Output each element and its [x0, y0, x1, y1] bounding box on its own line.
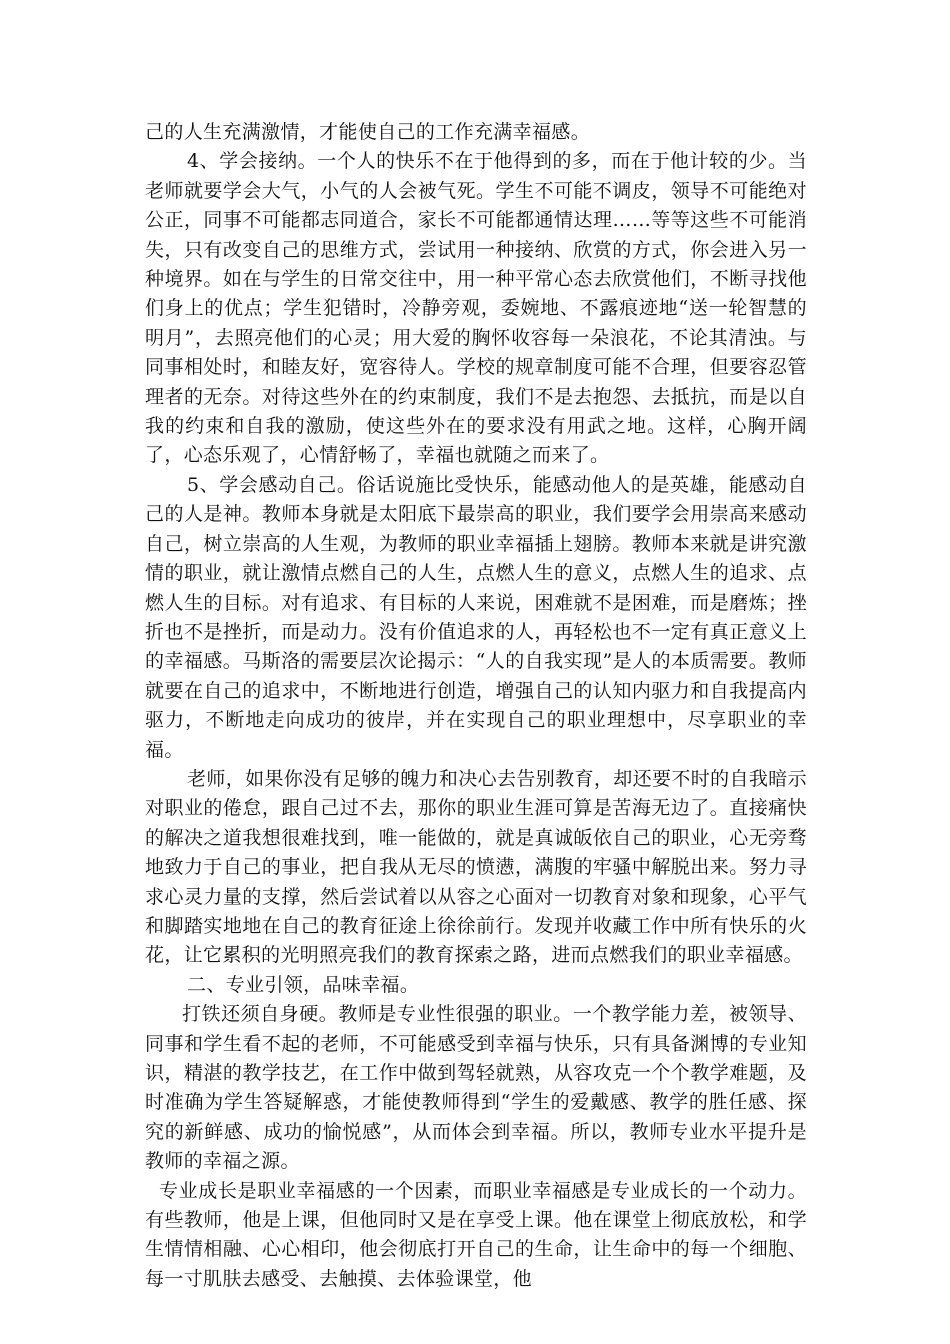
document-body: [145, 118, 807, 1294]
section-heading: 二、专业引领，品味幸福。: [187, 973, 420, 996]
paragraph-learn-to-move-yourself: 5、学会感动自己。俗话说施比受快乐，能感动他人的是英雄，能感动自己的人是神。教师本身就是太阳底下最崇高的职业，我们要学会用崇高来感动自己，树立崇高的人生观，为教师的职业幸福插上翅膀。教师本来就是讲究激情的职业，就让激情点燃自己的人生，点燃人生的意义，点燃人生的追求、点燃人生的目标。对有追求、有目标的人来说，困难就不是困难，而是磨炼；挫折也不是挫折，而是动力。没有价值追求的人，再轻松也不一定有真正意义上的幸福感。马斯洛的需要层次论揭示：“人的自我实现”是人的本质需要。教师就要在自己的追求中，不断地进行创造，增强自己的认知内驱力和自我提高内驱力，不断地走向成功的彼岸，并在实现自己的职业理想中，尽享职业的幸福。: [145, 473, 807, 761]
paragraph-learn-to-accept: 4、学会接纳。一个人的快乐不在于他得到的多，而在于他计较的少。当老师就要学会大气，小气的人会被气死。学生不可能不调皮，领导不可能绝对公正，同事不可能都志同道合，家长不可能都通情达理……等等这些不可能消失，只有改变自己的思维方式，尝试用一种接纳、欣赏的方式，你会进入另一种境界。如在与学生的日常交往中，用一种平常心态去欣赏他们，不断寻找他们身上的优点；学生犯错时，冷静旁观，委婉地、不露痕迹地“送一轮智慧的明月”，去照亮他们的心灵；用大爱的胸怀收容每一朵浪花，不论其清浊。与同事相处时，和睦友好，宽容待人。学校的规章制度可能不合理，但要容忍管理者的无奈。对待这些外在的约束制度，我们不是去抱怨、去抵抗，而是以自我的约束和自我的激励，使这些外在的要求没有用武之地。这样，心胸开阔了，心态乐观了，心情舒畅了，幸福也就随之而来了。: [145, 150, 807, 467]
paragraph-teacher-advice: 老师，如果你没有足够的魄力和决心去告别教育，却还要不时的自我暗示对职业的倦怠，跟自己过不去，那你的职业生涯可算是苦海无边了。直接痛快的解决之道我想很难找到，唯一能做的，就是真诚皈依自己的职业，心无旁骛地致力于自己的事业，把自我从无尽的愤懑，满腹的牢骚中解脱出来。努力寻求心灵力量的支撑，然后尝试着以从容之心面对一切教育对象和现象，心平气和脚踏实地地在自己的教育征途上徐徐前行。发现并收藏工作中所有快乐的火花，让它累积的光明照亮我们的教育探索之路，进而点燃我们的职业幸福感。: [145, 767, 807, 967]
paragraph-continuation: 己的人生充满激情，才能使自己的工作充满幸福感。: [145, 121, 591, 143]
paragraph-professional-growth: 专业成长是职业幸福感的一个因素，而职业幸福感是专业成长的一个动力。有些教师，他是上课，但他同时又是在享受上课。他在课堂上彻底放松，和学生情情相融、心心相印，他会彻底打开自己的生命，让生命中的每一个细胞、每一寸肌肤去感受、去触摸、去体验课堂，他: [145, 1179, 807, 1290]
paragraph-professional-skill: 打铁还须自身硬。教师是专业性很强的职业。一个教学能力差，被领导、同事和学生看不起的老师，不可能感受到幸福与快乐，只有具备渊博的专业知识，精湛的教学技艺，在工作中做到驾轻就熟，从容攻克一个个教学难题，及时准确为学生答疑解惑，才能使教师得到“学生的爱戴感、教学的胜任感、探究的新鲜感、成功的愉悦感”，从而体会到幸福。所以，教师专业水平提升是教师的幸福之源。: [145, 1003, 807, 1173]
